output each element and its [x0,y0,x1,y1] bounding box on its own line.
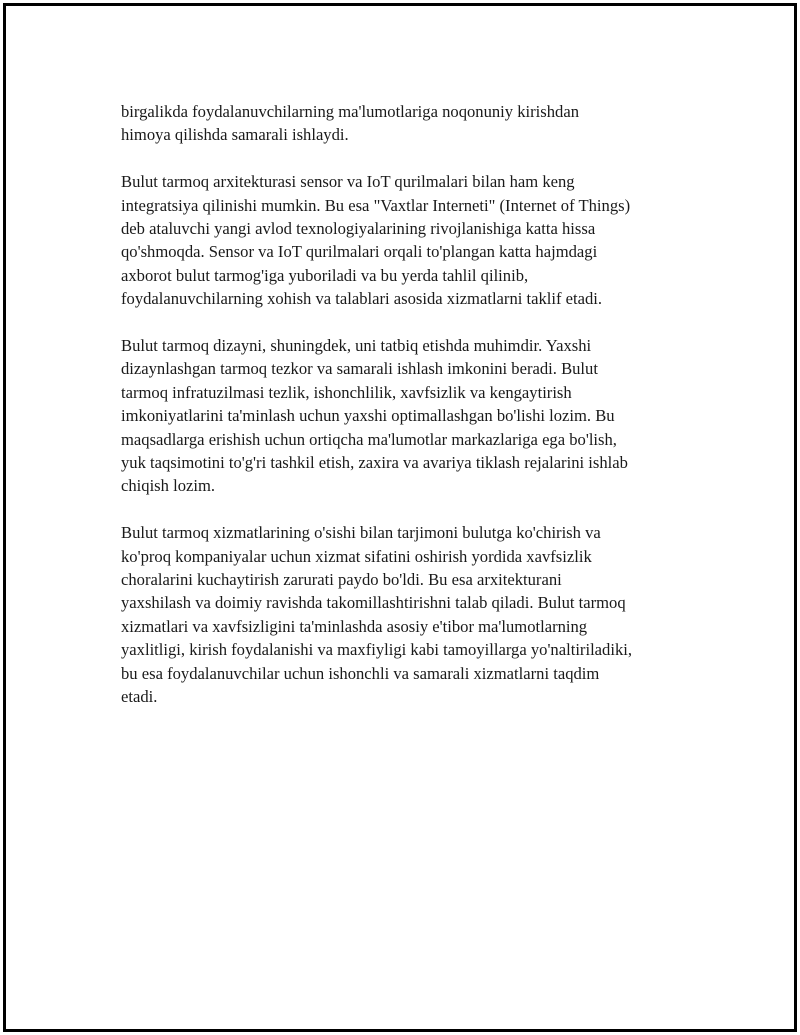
document-body [121,100,701,732]
page-frame [3,3,797,1032]
paragraph-1: birgalikda foydalanuvchilarning ma'lumotlariga noqonuniy kirishdan himoya qilishda samarali ishlaydi. [121,102,579,145]
paragraph-4: Bulut tarmoq xizmatlarining o'sishi bilan tarjimoni bulutga ko'chirish va ko'proq kompaniyalar uchun xizmat sifatini oshirish yordida xavfsizlik choralarini kuchaytirish zarurati paydo bo'ldi. Bu esa arxitekturani yaxshilash va doimiy ravishda takomillashtirishni talab qiladi. Bulut tarmoq xizmatlari va xavfsizligini ta'minlashda asosiy e'tibor ma'lumotlarning yaxlitligi, kirish foydalanishi va maxfiyligi kabi tamoyillarga yo'naltiriladiki, bu esa foydalanuvchilar uchun ishonchli va samarali xizmatlarni taqdim etadi. [121,523,633,707]
paragraph-2: Bulut tarmoq arxitekturasi sensor va IoT qurilmalari bilan ham keng integratsiya qilinishi mumkin. Bu esa "Vaxtlar Interneti" (Internet of Things) deb ataluvchi yangi avlod texnologiyalarining rivojlanishiga katta hissa qo'shmoqda. Sensor va IoT qurilmalari orqali to'plangan katta hajmdagi axborot bulut tarmog'iga yuboriladi va bu yerda tahlil qilinib, foydalanuvchilarning xohish va talablari asosida xizmatlarni taklif etadi. [121,172,631,309]
paragraph-3: Bulut tarmoq dizayni, shuningdek, uni tatbiq etishda muhimdir. Yaxshi dizaynlashgan tarmoq tezkor va samarali ishlash imkonini beradi. Bulut tarmoq infratuzilmasi tezlik, ishonchlilik, xavfsizlik va kengaytirish imkoniyatlarini ta'minlash uchun yaxshi optimallashgan bo'lishi lozim. Bu maqsadlarga erishish uchun ortiqcha ma'lumotlar markazlariga ega bo'lish, yuk taqsimotini to'g'ri tashkil etish, zaxira va avariya tiklash rejalarini ishlab chiqish lozim. [121,336,628,496]
